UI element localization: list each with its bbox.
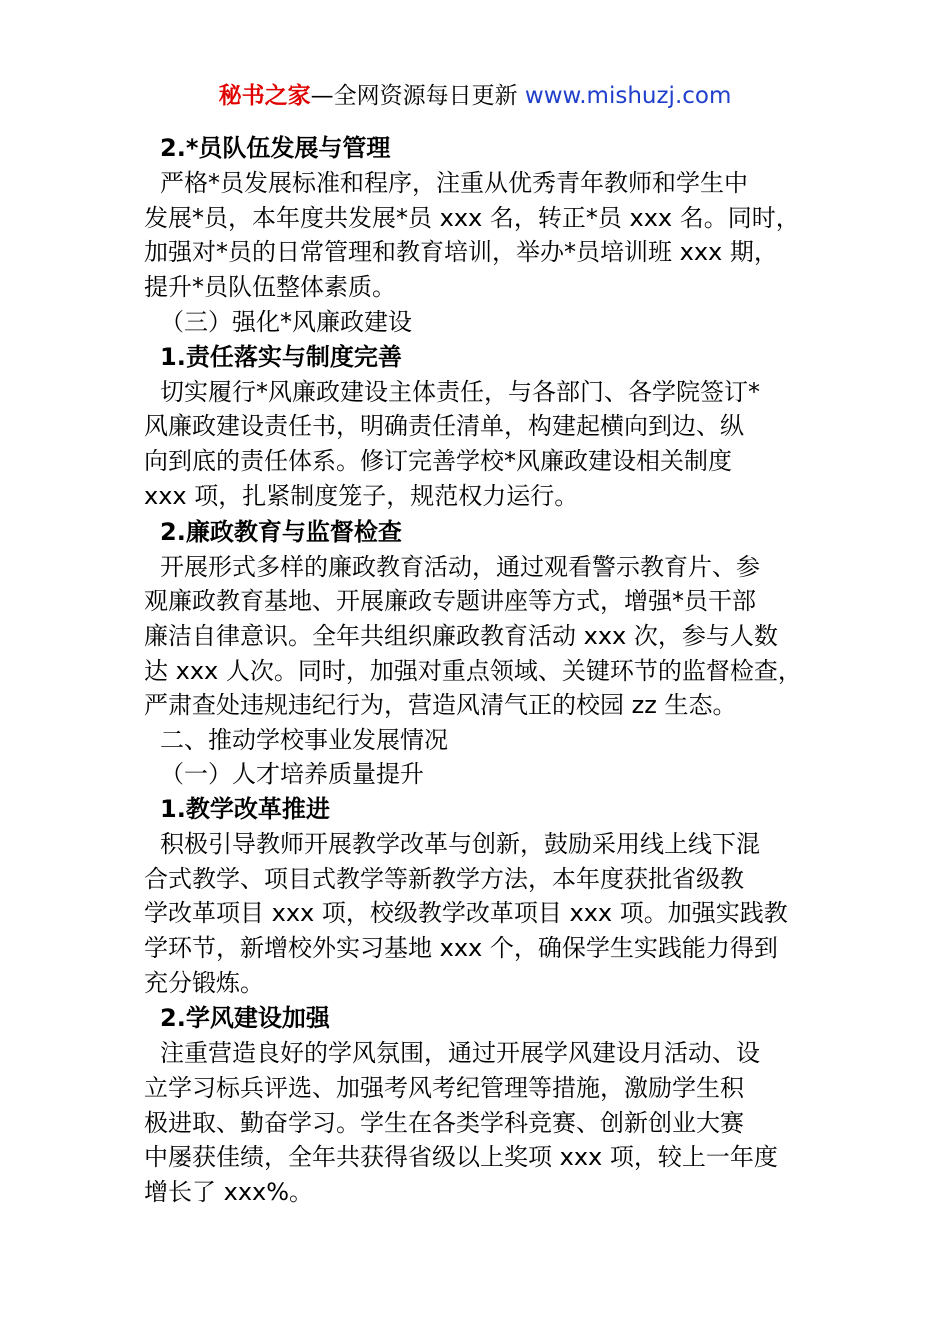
paragraph-line: 加强对*员的日常管理和教育培训，举办*员培训班 xxx 期， <box>144 238 778 267</box>
paragraph-line: 向到底的责任体系。修订完善学校*风廉政建设相关制度 <box>144 447 732 476</box>
paragraph-line: 廉洁自律意识。全年共组织廉政教育活动 xxx 次，参与人数 <box>144 621 778 650</box>
paragraph-line: 发展*员，本年度共发展*员 xxx 名，转正*员 xxx 名。同时， <box>144 203 800 232</box>
paragraph-line: xxx 项，扎紧制度笼子，规范权力运行。 <box>144 481 579 510</box>
subsection-heading: （一）人才培养质量提升 <box>160 759 424 788</box>
paragraph-line: 极进取、勤奋学习。学生在各类学科竞赛、创新创业大赛 <box>144 1108 744 1137</box>
paragraph <box>144 375 834 514</box>
paragraph-line: 注重营造良好的学风氛围，通过开展学风建设月活动、设 <box>160 1039 760 1068</box>
paragraph-line: 切实履行*风廉政建设主体责任，与各部门、各学院签订* <box>160 377 760 406</box>
brand-name: 秘书之家 <box>218 83 311 109</box>
paragraph-line: 提升*员队伍整体素质。 <box>144 273 396 302</box>
document-body <box>144 130 834 1210</box>
paragraph-line: 严肃查处违规违纪行为，营造风清气正的校园 zz 生态。 <box>144 691 737 720</box>
paragraph <box>144 1036 834 1209</box>
paragraph-line: 充分锻炼。 <box>144 968 264 997</box>
section-heading: 2.学风建设加强 <box>160 1004 330 1033</box>
paragraph-line: 学环节，新增校外实习基地 xxx 个，确保学生实践能力得到 <box>144 934 778 962</box>
paragraph-line: 积极引导教师开展教学改革与创新，鼓励采用线上线下混 <box>160 829 760 858</box>
paragraph-line: 观廉政教育基地、开展廉政专题讲座等方式，增强*员干部 <box>144 587 756 616</box>
chapter-heading: 二、推动学校事业发展情况 <box>160 725 448 754</box>
paragraph-line: 学改革项目 xxx 项，校级教学改革项目 xxx 项。加强实践教 <box>144 899 788 928</box>
paragraph-line: 中屡获佳绩，全年共获得省级以上奖项 xxx 项，较上一年度 <box>144 1143 778 1172</box>
paragraph-line: 合式教学、项目式教学等新教学方法，本年度获批省级教 <box>144 864 744 893</box>
section-heading: 2.廉政教育与监督检查 <box>160 517 402 546</box>
paragraph-line: 立学习标兵评选、加强考风考纪管理等措施，激励学生积 <box>144 1074 744 1103</box>
paragraph-line: 风廉政建设责任书，明确责任清单，构建起横向到边、纵 <box>144 412 744 441</box>
paragraph-line: 增长了 xxx%。 <box>144 1178 314 1207</box>
paragraph <box>144 550 834 723</box>
subsection-heading: （三）强化*风廉政建设 <box>160 307 412 336</box>
paragraph-line: 开展形式多样的廉政教育活动，通过观看警示教育片、参 <box>160 552 760 581</box>
paragraph <box>144 827 834 1000</box>
header-tagline: —全网资源每日更新 <box>310 83 525 109</box>
paragraph-line: 达 xxx 人次。同时，加强对重点领域、关键环节的监督检查， <box>144 656 802 685</box>
site-header <box>0 80 950 112</box>
section-heading: 2.*员队伍发展与管理 <box>160 134 391 162</box>
paragraph <box>144 166 834 305</box>
site-url-link[interactable]: www.mishuzj.com <box>524 83 732 109</box>
paragraph-line: 严格*员发展标准和程序，注重从优秀青年教师和学生中 <box>160 169 748 197</box>
section-heading: 1.责任落实与制度完善 <box>160 342 402 371</box>
section-heading: 1.教学改革推进 <box>160 794 330 823</box>
